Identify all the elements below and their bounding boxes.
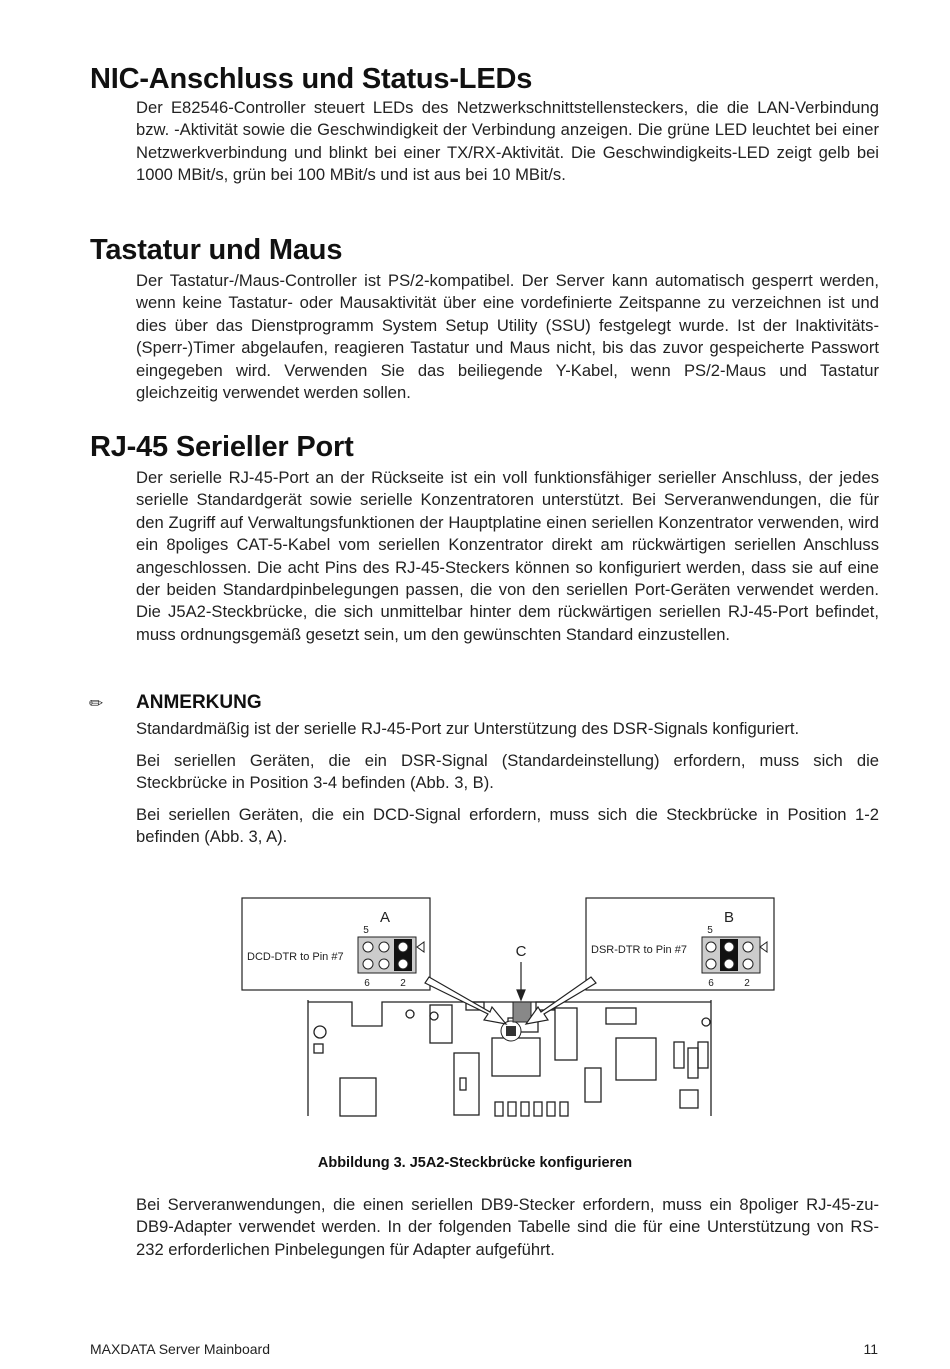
pointer-arrow-b [526,977,596,1024]
jumper-figure [230,890,780,1122]
note-paragraph: Bei seriellen Geräten, die ein DCD-Signal erfordern, muss sich die Steckbrücke in Position 1-2 befinden (Abb. 3, A). [136,805,879,847]
note-title: ANMERKUNG [136,692,262,713]
callout-c-label: C [515,943,527,960]
pencil-icon: ✏ [89,694,104,713]
section-paragraph-rj45: Der serielle RJ-45-Port an der Rückseite ist ein voll funktionsfähiger serieller Anschluss, der jedes serielle Standardgerät sowie serielle Konzentratoren unterstützt. Bei Serveranwendungen, die für den Zugriff auf Verwaltungsfunktionen der Hauptplatine einen seriellen Konzentrator verwenden, wird ein 8poliges CAT-5-Kabel vom seriellen Konzentrator direkt am rückwärtigen seriellen Anschluss angeschlossen. Die acht Pins des RJ-45-Steckers können so konfiguriert werden, dass sie auf eine der beiden Standardpinbelegungen passen, die von den seriellen Port-Geräten verwendet werden. Die J5A2-Steckbrücke, die sich unmittelbar hinter dem rückwärtigen seriellen RJ-45-Port befindet, muss ordnungsgemäß gesetzt sein, um den gewünschten Standard einzustellen. [136,468,879,644]
panel-b-pin-top: 5 [707,925,713,936]
figure-caption: Abbildung 3. J5A2-Steckbrücke konfigurieren [317,1155,633,1171]
note-paragraph: Bei seriellen Geräten, die ein DSR-Signal (Standardeinstellung) erfordern, muss sich die Steckbrücke in Position 3-4 befinden (Abb. 3, B). [136,751,879,793]
panel-a-pin-top: 5 [363,925,369,936]
section-paragraph-keyboard-mouse: Der Tastatur-/Maus-Controller ist PS/2-kompatibel. Der Server kann automatisch gesperrt werden, wenn keine Tastatur- oder Mausaktivität über eine vordefinierte Zeitspanne zu verzeichnen ist und dies über das Dienstprogramm System Setup Utility (SSU) festgelegt wurde. Ist der Inaktivitäts-(Sperr-)Timer abgelaufen, reagieren Tastatur und Maus nicht, bis das zuvor gespeicherte Passwort eingegeben wird. Verwenden Sie das beiliegende Y-Kabel, wenn PS/2-Maus und Tastatur gleichzeitig verwendet werden sollen. [136,271,879,403]
callout-c-arrow [517,962,525,1000]
jumper-panel-b [586,898,774,990]
section-paragraph-nic: Der E82546-Controller steuert LEDs des Netzwerkschnittstellensteckers, die die LAN-Verbindung bzw. -Aktivität sowie die Geschwindigkeit der Verbindung anzeigen. Die grüne LED leuchtet bei einer Netzwerkverbindung und blinkt bei einer TX/RX-Aktivität. Die Geschwindigkeits-LED zeigt gelb bei 1000 MBit/s, grün bei 100 MBit/s und ist aus bei 10 MBit/s. [136,98,879,185]
panel-b-label: DSR-DTR to Pin #7 [591,944,687,956]
panel-a-label: DCD-DTR to Pin #7 [247,951,344,963]
panel-b-pin-bottom-left: 6 [708,978,714,989]
panel-b-pin-bottom-right: 2 [744,978,750,989]
section-heading-rj45: RJ-45 Serieller Port [90,431,354,463]
note-paragraph: Standardmäßig ist der serielle RJ-45-Port zur Unterstützung des DSR-Signals konfiguriert. [136,719,800,738]
section-heading-keyboard-mouse: Tastatur und Maus [90,234,343,266]
panel-a-pin-bottom-right: 2 [400,978,406,989]
panel-a-letter: A [379,909,391,926]
footer-title: MAXDATA Server Mainboard [90,1341,270,1357]
section-heading-nic: NIC-Anschluss und Status-LEDs [90,63,533,95]
pointer-arrow-a [425,977,506,1024]
mainboard-outline [308,1000,711,1116]
panel-b-letter: B [723,909,735,926]
j5a2-jumper-location [501,1002,531,1041]
closing-paragraph: Bei Serveranwendungen, die einen seriellen DB9-Stecker erfordern, muss ein 8poliger RJ-45-zu-DB9-Adapter verwendet werden. In der folgenden Tabelle sind die für eine Unterstützung von RS-232 erforderlichen Pinbelegungen für Adapter aufgeführt. [136,1195,879,1259]
jumper-panel-a [242,898,430,990]
page-number: 11 [863,1341,878,1357]
panel-a-pin-bottom-left: 6 [364,978,370,989]
